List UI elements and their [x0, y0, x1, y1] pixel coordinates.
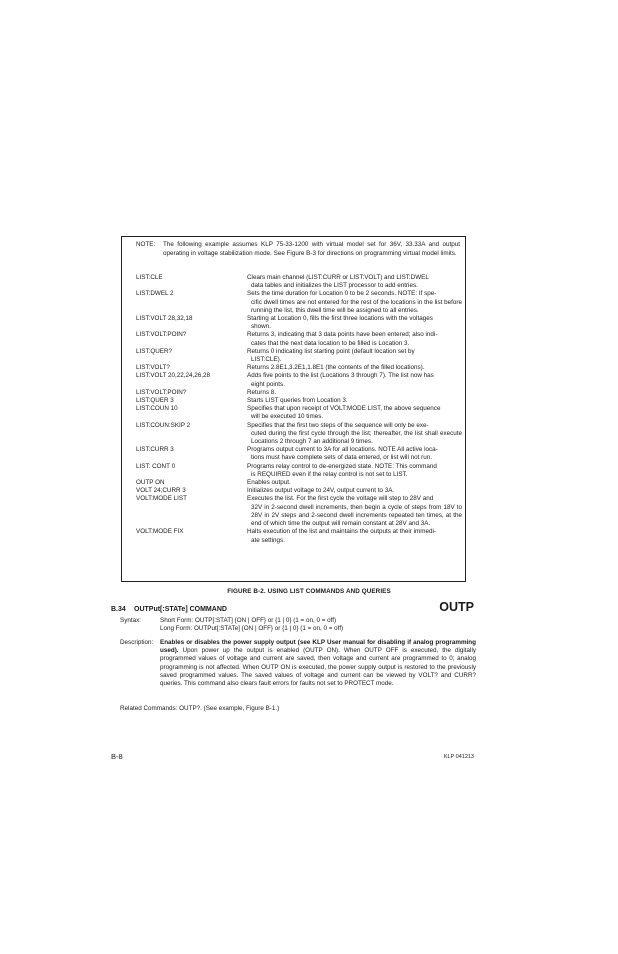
command-description-first: Initializes output voltage to 24V, output current to 3A. [247, 487, 395, 495]
command-text: LIST:CLE [136, 274, 163, 281]
syntax-long-form: Long Form: OUTPut[:STATe] {ON | OFF} or {1 | 0} (1 = on, 0 = off) [160, 625, 344, 632]
command-text: LIST:VOLT 20,22,24,26,28 [136, 372, 210, 380]
command-text: LIST:DWEL 2 [136, 290, 174, 298]
command-description-first: Specifies that the first two steps of the sequence will only be exe- [247, 421, 429, 429]
section-title: OUTPut[:STATe] COMMAND [134, 606, 227, 613]
syntax-label: Syntax: [120, 617, 141, 624]
command-text: LIST:VOLT 28,32,18 [136, 315, 193, 323]
command-description [247, 274, 462, 290]
command-description [247, 487, 462, 495]
command-row [136, 405, 462, 421]
command-description-first: Halts execution of the list and maintains the outputs at their immedi- [247, 528, 437, 536]
command-row [136, 422, 462, 447]
command-text: LIST:VOLT? [136, 364, 170, 372]
command-description-first: Sets the time duration for Location 0 to be 2 seconds. NOTE: If spe- [247, 290, 437, 298]
command-row [136, 290, 462, 315]
command-description-first: Returns 2.8E1,3.2E1,1.8E1 (the contents of the filled locations). [247, 364, 425, 372]
command-row [136, 528, 462, 544]
command-row [136, 372, 462, 388]
command-description [247, 479, 462, 487]
command-text: LIST:VOLT:POIN? [136, 331, 187, 339]
command-description-first: Returns 8. [247, 388, 277, 396]
command-description [247, 528, 462, 544]
command-description [247, 290, 462, 315]
command-description-rest: eight points. [251, 380, 285, 388]
page-number: B-8 [111, 752, 123, 761]
command-description-rest: is REQUIRED even if the relay control is not set to LIST. [251, 470, 408, 478]
command-text: VOLT 24;CURR 3 [136, 487, 186, 495]
command-description [247, 463, 462, 479]
command-description [247, 372, 462, 388]
related-commands: Related Commands: OUTP?. (See example, Figure B-1.) [120, 705, 280, 712]
command-description-rest: cific dwell times are not entered for the rest of the locations in the list before running the list, this dwell time will be assigned to all entries. [251, 298, 462, 314]
command-text: LIST:QUER? [136, 347, 173, 355]
command-row [136, 315, 462, 331]
command-description [247, 364, 462, 372]
command-text: LIST: CONT 0 [136, 462, 176, 470]
command-row [136, 274, 462, 290]
command-description-rest: 32V in 2-second dwell increments, then begin a cycle of steps from 18V to 28V in 2V steps and 2-second dwell increments repeated ten times, at the end of which time the output will remain constant at 28V and 3A. [251, 503, 462, 528]
command-description-first: Returns 0 indicating list starting point (default location set by [247, 347, 415, 355]
command-text: VOLT:MODE LIST [136, 495, 187, 503]
command-description [247, 405, 462, 421]
command-description [247, 495, 462, 528]
command-description-rest: data tables and initializes the LIST processor to add entries. [251, 282, 418, 290]
command-row [136, 389, 462, 397]
command-row [136, 397, 462, 405]
command-description [247, 315, 462, 331]
command-description-rest: cuted during the first cycle through the list; thereafter, the list shall execute Locations 2 through 7 an additional 9 times. [251, 429, 462, 446]
command-description-first: Clears main channel (LIST:CURR or LIST:VOLT) and LIST:DWEL [247, 274, 429, 281]
note-label: NOTE: [136, 241, 156, 248]
command-row [136, 331, 462, 347]
command-row [136, 495, 462, 528]
command-description [247, 446, 462, 462]
command-text: LIST:COUN:SKIP 2 [136, 421, 191, 429]
section-heading [111, 606, 227, 613]
command-description [247, 397, 462, 405]
command-text: LIST:CURR 3 [136, 446, 174, 454]
command-description-first: Executes the list. For the first cycle the voltage will step to 28V and [247, 495, 434, 503]
command-description-first: Starts LIST queries from Location 3. [247, 397, 348, 405]
command-row [136, 446, 462, 462]
command-description [247, 422, 462, 447]
command-description [247, 348, 462, 364]
command-description-first: Starting at Location 0, fills the first three locations with the voltages [247, 315, 433, 323]
command-description-first: Programs output current to 3A for all locations. NOTE All active loca- [247, 446, 438, 454]
command-description-first: Adds five points to the list (Locations 3 through 7). The list now has [247, 372, 434, 380]
section-number: B.34 [111, 606, 126, 613]
command-description-first: Returns 3, indicating that 3 data points have been entered; also indi- [247, 331, 438, 339]
command-row [136, 463, 462, 479]
command-description-first: Specifies that upon receipt of VOLT:MODE LIST, the above sequence [247, 405, 441, 413]
section-command-code: OUTP [439, 600, 474, 614]
command-description-rest: shown. [251, 323, 271, 331]
command-text: VOLT:MODE FIX [136, 528, 184, 536]
document-id: KLP 041213 [443, 754, 474, 760]
command-row [136, 364, 462, 372]
description-text [160, 639, 476, 688]
command-row [136, 348, 462, 364]
command-description [247, 389, 462, 397]
command-description-first: Enables output. [247, 479, 291, 487]
command-description-rest: will be executed 10 times. [251, 413, 324, 421]
command-row [136, 487, 462, 495]
description-bold: Enables or disables the power supply output (see KLP User manual for disabling if analog programming used). [160, 639, 476, 655]
note-text: The following example assumes KLP 75-33-1200 with virtual model set for 36V, 33.33A and output operating in voltage stabilization mode. See Figure B-3 for directions on programming virtual model limits. [163, 241, 460, 257]
command-text: OUTP ON [136, 479, 165, 487]
syntax-short-form: Short Form: OUTP[:STAT] {ON | OFF} or {1 | 0} (1 = on, 0 = off) [160, 617, 337, 624]
command-row [136, 479, 462, 487]
command-description-rest: cates that the next data location to be filled is Location 3. [251, 339, 410, 347]
description-body: Upon power up the output is enabled (OUTP ON). When OUTP OFF is executed, the digitally programmed values of voltage and current are saved, then voltage and current are programmed to 0; analog programming is not affected. When OUTP ON is executed, the power supply output is restored to the previously saved programmed values. The saved values of voltage and current can be viewed by VOLT? and CURR? queries. This command also clears fault errors for faults not set to PROTECT mode. [160, 647, 476, 688]
figure-caption: FIGURE B-2. USING LIST COMMANDS AND QUERIES [227, 588, 391, 595]
command-description-rest: LIST:CLE). [251, 356, 282, 364]
figure-b2-box [121, 236, 466, 582]
description-label: Description: [120, 639, 154, 646]
command-description-rest: tions must have complete sets of data entered, or list will not run. [251, 454, 432, 462]
command-description-first: Programs relay control to de-energized state. NOTE: This command [247, 462, 437, 470]
command-description-rest: ate settings. [251, 536, 285, 544]
command-description [247, 331, 462, 347]
command-text: LIST:COUN 10 [136, 405, 178, 413]
command-text: LIST:VOLT:POIN? [136, 388, 187, 396]
command-text: LIST:QUER 3 [136, 397, 174, 405]
command-list [136, 274, 462, 545]
